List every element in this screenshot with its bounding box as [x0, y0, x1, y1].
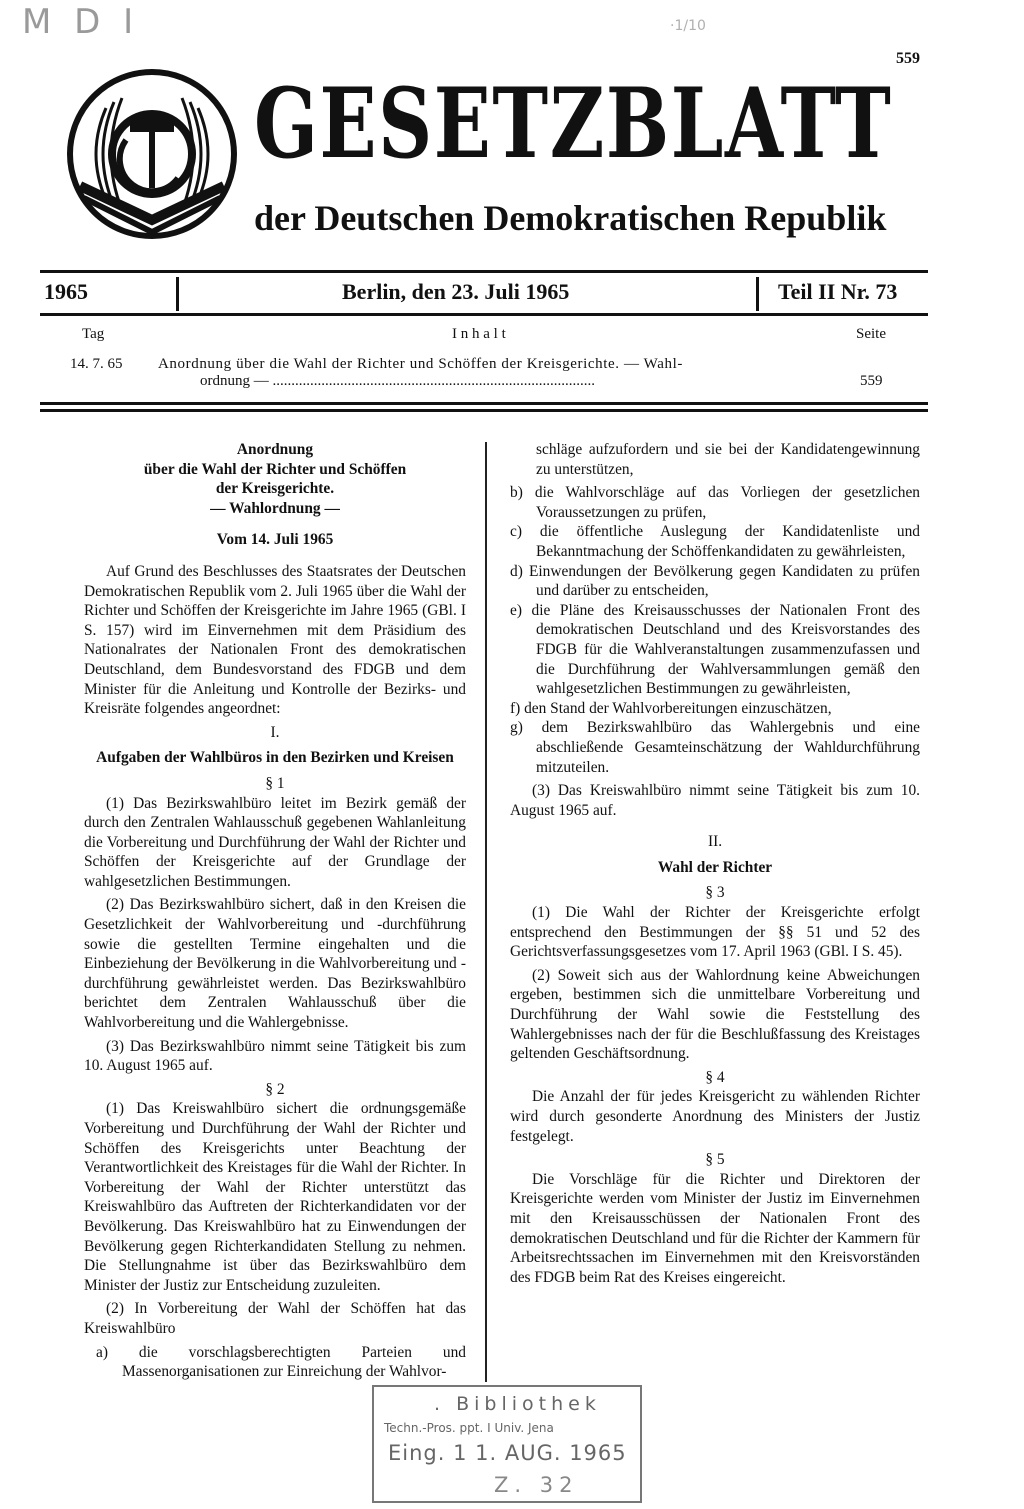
library-stamp: [372, 1385, 642, 1503]
issue-divider: [756, 277, 759, 311]
list-item-continuation: schläge aufzufordern und sie bei der Kandidatengewinnung zu unterstützen,: [536, 441, 920, 478]
pencil-mark: ·1/10: [670, 18, 706, 34]
header-rule: [40, 402, 928, 412]
ordinance-title: über die Wahl der Richter und Schöffen: [143, 460, 407, 478]
masthead-title: GESETZBLATT: [254, 67, 893, 180]
stamp-number: Z. 32: [494, 1473, 579, 1497]
paragraph-number: § 1: [265, 774, 285, 792]
paragraph-text: (3) Das Kreiswahlbüro nimmt seine Tätigkeit bis zum 10. August 1965 auf.: [510, 782, 920, 819]
issue-part-number: Teil II Nr. 73: [778, 279, 898, 304]
column-divider: [485, 442, 487, 1382]
section-heading: Wahl der Richter: [657, 858, 773, 876]
toc-contents-header: I n h a l t: [452, 326, 506, 342]
section-number: II.: [707, 833, 723, 851]
list-item: a) die vorschlagsberechtigten Parteien und Massenorganisationen zur Einreichung der Wahlvor-: [96, 1343, 466, 1381]
list-item: c) die öffentliche Auslegung der Kandidatenliste und Bekanntmachung der Schöffenkandidaten zu gewährleisten,: [510, 523, 920, 560]
issue-place-date: Berlin, den 23. Juli 1965: [342, 279, 570, 304]
paragraph-number: § 2: [265, 1080, 285, 1098]
paragraph-text: (1) Das Bezirkswahlbüro leitet im Bezirk gemäß der durch den Zentralen Wahlausschuß gegebenen Wahlanleitung die Vorbereitung und Durchführung der Wahl der Richter und Schöffen der Kreisgerichte auf der Grundlage der wahlgesetzlichen Bestimmungen.: [84, 794, 466, 890]
page-number: 559: [896, 50, 920, 67]
issue-year: 1965: [44, 279, 88, 304]
issue-bar: [40, 270, 928, 316]
state-emblem-icon: [66, 68, 238, 240]
preamble: Auf Grund des Beschlusses des Staatsrates der Deutschen Demokratischen Republik vom 2. Juli 1965 über die Wahl der Richter und Schöffen der Kreisgerichte im Jahre 1965 (GBl. I S. 157) wird im Einvernehmen mit dem Präsidium des Nationalrates der Nationalen Front des demokratischen Deutschland, dem Bundesvorstand des FDGB und dem Minister für die Anleitung und Kontrolle der Bezirks- und Kreisräte folgendes angeordnet:: [84, 562, 466, 718]
stamp-library: . Bibliothek: [434, 1393, 601, 1415]
stamp-institution: Techn.-Pros. ppt. I Univ. Jena: [384, 1421, 554, 1435]
paragraph-number: § 5: [705, 1151, 725, 1169]
stamp-received-date: Eing. 1 1. AUG. 1965: [388, 1441, 627, 1465]
toc-entry-title: Anordnung über die Wahl der Richter und Schöffen der Kreisgerichte. — Wahl-: [158, 356, 683, 372]
ordinance-title: Anordnung: [236, 441, 314, 458]
ordinance-title: der Kreisgerichte.: [215, 480, 335, 498]
paragraph-text: Die Vorschläge für die Richter und Direktoren der Kreisgerichte werden vom Minister der Justiz im Einvernehmen mit den Kreisausschüssen der Nationalen Front des demokratischen Deutschland und für die Richter der Kammern für Arbeitsrechtssachen im Einvernehmen mit den Kreisvorständen des FDGB beim Rat des Kreises eingereicht.: [510, 1170, 920, 1286]
list-item: b) die Wahlvorschläge auf das Vorliegen der gesetzlichen Voraussetzungen zu prüfen,: [510, 484, 920, 521]
handwritten-annotation: M D I: [22, 2, 140, 42]
list-item: f) den Stand der Wahlvorbereitungen einzuschätzen,: [510, 699, 832, 717]
paragraph-text: (3) Das Bezirkswahlbüro nimmt seine Tätigkeit bis zum 10. August 1965 auf.: [84, 1037, 466, 1075]
ordinance-subtitle: — Wahlordnung —: [210, 499, 340, 517]
paragraph-text: (2) Das Bezirkswahlbüro sichert, daß in den Kreisen die Gesetzlichkeit der Wahlvorbereitung und -durchführung sowie die gestellten Termine eingehalten und die Einbeziehung der Bevölkerung in die Wahlvorbereitung und -durchführung gewährleistet werden. Das Bezirkswahlbüro berichtet dem Zentralen Wahlausschuß über die Wahlvorbereitung und die Wahlergebnisse.: [84, 896, 466, 1032]
paragraph-number: § 4: [705, 1068, 725, 1086]
toc-day-header: Tag: [82, 326, 105, 342]
section-number: I.: [270, 723, 280, 741]
paragraph-text: (1) Das Kreiswahlbüro sichert die ordnungsgemäße Vorbereitung und Durchführung der Wahl der Richter und Schöffen des Kreisgerichts unter Beachtung der Verantwortlichkeit des Kreistages für die Wahl der Richter. In Vorbereitung der Wahl der Richter unterstützt das Kreiswahlbüro das Auftreten der Richterkandidaten vor der Bevölkerung. Das Kreiswahlbüro hat zu Einwendungen der Bevölkerung gegen Richterkandidaten Stellung zu nehmen. Die Stellungnahme ist über das Bezirkswahlbüro dem Minister der Justiz zur Entscheidung zuzuleiten.: [84, 1100, 466, 1294]
section-heading: Aufgaben der Wahlbüros in den Bezirken und Kreisen: [96, 749, 454, 767]
list-item: e) die Pläne des Kreisausschusses der Nationalen Front des demokratischen Deutschland und des Kreisvorstandes des FDGB für die Wahlveranstaltungen zusammenzufassen und die Durchführung der Wahlversammlungen gemäß den wahlgesetzlichen Bestimmungen zu gewährleisten,: [510, 601, 920, 698]
toc-entry-title-cont: ordnung — ......................................................................................: [200, 373, 595, 389]
toc-entry-date: 14. 7. 65: [70, 356, 123, 372]
masthead-subtitle: der Deutschen Demokratischen Republik: [254, 198, 887, 238]
right-column: [510, 440, 920, 1291]
paragraph-text: (2) In Vorbereitung der Wahl der Schöffen hat das Kreiswahlbüro: [84, 1300, 466, 1337]
paragraph-text: (2) Soweit sich aus der Wahlordnung keine Abweichungen ergeben, bestimmen sich die unmittelbare Vorbereitung und Durchführung der Wahl sowie die Feststellung des Wahlergebnisses nach der für die Beschlußfassung des Kreistages geltenden Geschäftsordnung.: [510, 966, 920, 1063]
paragraph-number: § 3: [705, 884, 725, 902]
toc-page-header: Seite: [856, 326, 886, 342]
paragraph-text: (1) Die Wahl der Richter der Kreisgerichte erfolgt entsprechend den Bestimmungen der §§ 51 und 52 des Gerichtsverfassungsgesetzes vom 17. April 1963 (GBl. I S. 45).: [510, 904, 920, 961]
toc-entry-page: 559: [860, 373, 883, 389]
table-of-contents: [40, 326, 928, 396]
list-item: d) Einwendungen der Bevölkerung gegen Kandidaten zu prüfen und darüber zu entscheiden,: [510, 562, 920, 600]
ordinance-date: Vom 14. Juli 1965: [216, 531, 334, 549]
issue-divider: [176, 277, 179, 311]
paragraph-text: Die Anzahl der für jedes Kreisgericht zu wählenden Richter wird durch gesonderte Anordnung des Ministers der Justiz festgelegt.: [510, 1088, 920, 1145]
left-column: [84, 440, 466, 1382]
list-item: g) dem Bezirkswahlbüro das Wahlergebnis und eine abschließende Gesamteinschätzung der Wahldurchführung mitzuteilen.: [510, 719, 920, 776]
